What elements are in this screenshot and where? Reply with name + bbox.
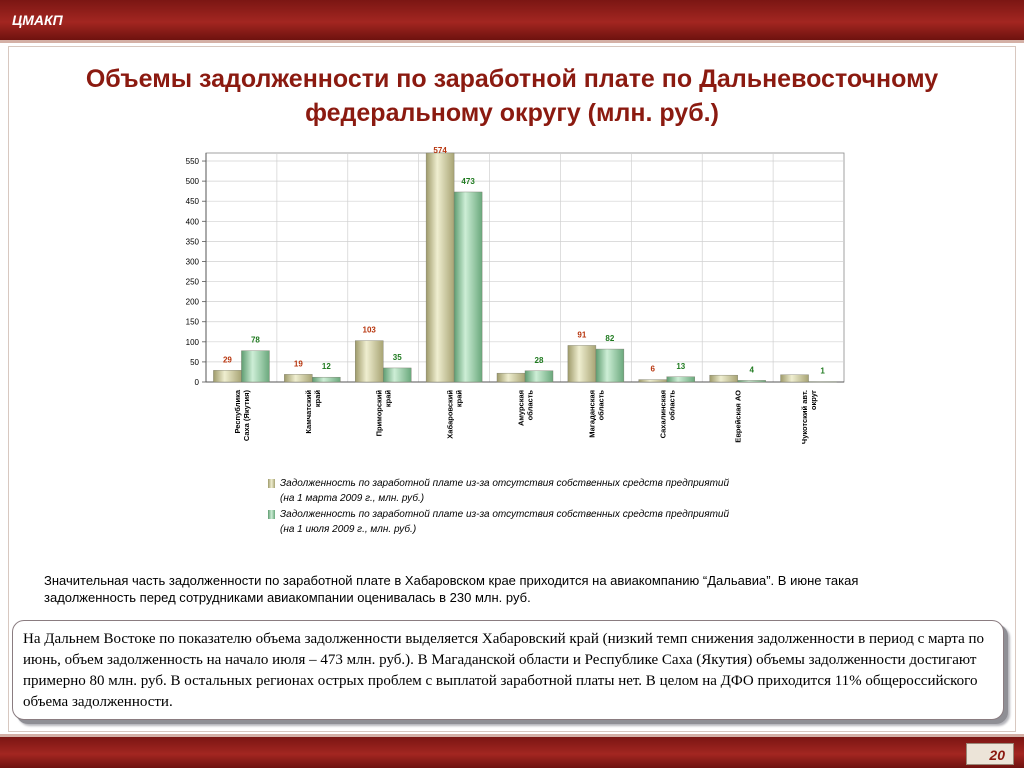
page-number: 20 <box>966 743 1014 765</box>
x-tick-label-line: Еврейская АО <box>733 390 743 443</box>
x-tick-label <box>233 389 251 441</box>
data-label: 29 <box>222 355 232 365</box>
x-tick-label-group <box>446 390 464 439</box>
x-tick-label-line: Саха (Якутия) <box>241 390 251 442</box>
x-tick-label-line: край <box>454 390 464 408</box>
bar-march <box>568 345 596 382</box>
data-label: 103 <box>362 325 376 335</box>
y-tick-label: 0 <box>194 378 199 387</box>
legend-item-july <box>268 507 828 537</box>
x-tick-label-group <box>734 390 743 443</box>
x-tick-label-group <box>304 390 322 434</box>
bar-july <box>667 377 695 382</box>
y-tick-label: 450 <box>185 197 199 207</box>
y-tick-label: 400 <box>185 217 199 227</box>
legend-item-march <box>268 476 828 506</box>
data-label: 1 <box>820 366 825 376</box>
data-label: 35 <box>392 352 402 362</box>
x-tick-label-line: область <box>667 390 677 421</box>
data-label: 473 <box>461 176 475 186</box>
x-tick-label-line: Приморский <box>374 390 384 437</box>
bar-march <box>639 380 667 382</box>
bar-july <box>312 377 340 382</box>
bar-july <box>525 371 553 382</box>
bar-march <box>355 341 383 382</box>
y-tick-label: 550 <box>185 157 199 167</box>
data-label: 82 <box>605 334 615 344</box>
bar-march <box>710 375 738 382</box>
data-label: 91 <box>577 330 587 340</box>
x-tick-label <box>734 390 743 443</box>
x-tick-label <box>800 390 818 444</box>
plot-area <box>206 153 844 382</box>
x-tick-label-line: Амурская <box>516 390 526 426</box>
x-tick-label-line: Чукотский авт. <box>800 390 810 445</box>
data-label: 28 <box>534 355 544 365</box>
y-tick-label: 300 <box>185 257 199 267</box>
x-tick-label-group <box>587 390 605 438</box>
x-tick-label-group <box>233 389 251 441</box>
data-label: 78 <box>250 335 260 345</box>
legend-label-march-line1: Задолженность по заработной плате из-за отсутствия собственных средств предприятий <box>280 478 730 489</box>
note-text: Значительная часть задолженности по заработной плате в Хабаровском крае приходится на авиакомпанию “Дальавиа”. В июне такая задолженность перед сотрудниками авиакомпании оценивалась в 230 млн. руб. <box>44 573 859 605</box>
x-tick-label-group <box>800 390 818 444</box>
y-tick-label: 350 <box>185 237 199 247</box>
x-tick-label-line: область <box>525 390 535 421</box>
y-tick-label: 200 <box>185 297 199 307</box>
legend-label-july-line2: (на 1 июля 2009 г., млн. руб.) <box>280 524 417 535</box>
y-tick-label: 150 <box>185 317 199 327</box>
x-tick-label-group <box>375 390 393 437</box>
y-tick-label: 250 <box>185 277 199 287</box>
summary-box <box>12 620 1004 720</box>
bar-march <box>426 153 454 382</box>
bar-july <box>738 380 766 382</box>
x-tick-label <box>517 390 535 426</box>
data-label: 4 <box>749 365 754 375</box>
y-tick-label: 100 <box>185 337 199 347</box>
y-tick-label: 500 <box>185 177 199 187</box>
legend-swatch-july <box>268 510 275 519</box>
x-tick-label-line: Сахалинская <box>658 390 668 439</box>
x-tick-label-line: край <box>383 390 393 408</box>
x-tick-label-line: Камчатский <box>303 390 313 434</box>
x-tick-label-line: область <box>596 390 606 421</box>
x-tick-label-line: Республика <box>232 390 242 434</box>
x-tick-label-line: Магаданская <box>587 390 597 438</box>
x-tick-label-line: округ <box>809 390 819 411</box>
data-label: 13 <box>676 361 686 371</box>
bar-july <box>383 368 411 382</box>
bar-july <box>596 349 624 382</box>
data-label: 6 <box>650 364 656 374</box>
summary-text: На Дальнем Востоке по показателю объема задолженности выделяется Хабаровский край (низкий темп снижения задолженности в период с марта по июнь, объем задолженность на начало июля – 473 млн. руб.). В Магаданской области и Республике Саха (Якутия) объемы задолженности достигают примерно 80 млн. руб. В остальных регионах острых проблем с выплатой заработной платы нет. В целом на ДФО приходится 11% общероссийского объема задолженности. <box>23 631 985 710</box>
bar-march <box>284 374 312 382</box>
bar-july <box>809 382 837 383</box>
x-tick-label <box>375 390 393 437</box>
organization-label: ЦМАКП <box>12 12 63 28</box>
legend-swatch-march <box>268 479 275 488</box>
footer-bar <box>0 734 1024 768</box>
x-tick-label <box>658 390 676 439</box>
x-tick-label <box>446 390 464 439</box>
bar-march <box>213 370 241 382</box>
x-tick-label-group <box>517 390 535 426</box>
slide-title: Объемы задолженности по заработной плате по Дальневосточному федеральному округу (млн. руб.) <box>85 65 939 127</box>
x-tick-label <box>304 390 322 434</box>
x-tick-label-line: Хабаровский <box>445 390 455 439</box>
bar-march <box>781 375 809 382</box>
x-tick-label <box>587 390 605 438</box>
bar-july <box>241 351 269 382</box>
x-tick-label-line: край <box>312 390 322 408</box>
x-tick-label-group <box>658 390 676 439</box>
bar-march <box>497 373 525 382</box>
legend-label-july-line1: Задолженность по заработной плате из-за отсутствия собственных средств предприятий <box>280 509 730 520</box>
legend-label-march-line2: (на 1 марта 2009 г., млн. руб.) <box>280 493 425 504</box>
data-label: 12 <box>321 362 331 372</box>
data-label: 19 <box>293 359 303 369</box>
bar-july <box>454 192 482 382</box>
data-label: 574 <box>433 146 447 155</box>
y-tick-label: 50 <box>190 357 199 367</box>
